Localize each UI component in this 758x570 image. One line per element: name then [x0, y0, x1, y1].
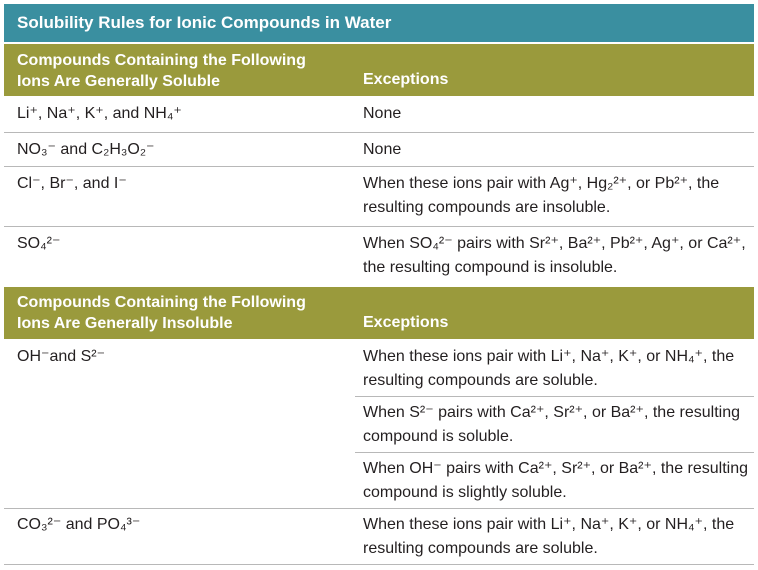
row-divider: [4, 166, 754, 167]
row-divider: [4, 132, 754, 133]
soluble-row-3-exception: When these ions pair with Ag⁺, Hg₂²⁺, or Pb²⁺, the resulting compounds are insoluble.: [363, 175, 720, 216]
insoluble-row-1-ions: OH⁻and S²⁻: [17, 348, 106, 365]
soluble-exceptions-header: Exceptions: [363, 71, 449, 88]
soluble-row-2-ions: NO₃⁻ and C₂H₃O₂⁻: [17, 141, 155, 158]
soluble-row-4-exception: When SO₄²⁻ pairs with Sr²⁺, Ba²⁺, Pb²⁺, Ag⁺, or Ca²⁺, the resulting compound is insoluble.: [363, 235, 746, 276]
insoluble-row-1-exception-3: When OH⁻ pairs with Ca²⁺, Sr²⁺, or Ba²⁺, the resulting compound is slightly soluble.: [363, 460, 749, 501]
insoluble-row-1-exception-2: When S²⁻ pairs with Ca²⁺, Sr²⁺, or Ba²⁺, the resulting compound is soluble.: [363, 404, 741, 445]
insoluble-header-line2: Ions Are Generally Insoluble: [17, 315, 233, 332]
soluble-section-header: [4, 44, 754, 96]
insoluble-row-2-ions: CO₃²⁻ and PO₄³⁻: [17, 516, 141, 533]
row-divider: [4, 226, 754, 227]
table-bottom-border: [4, 564, 754, 565]
sub-row-divider: [355, 452, 754, 453]
soluble-header-line1: Compounds Containing the Following: [17, 52, 306, 69]
insoluble-row-2-exception-1: When these ions pair with Li⁺, Na⁺, K⁺, or NH₄⁺, the resulting compounds are soluble.: [363, 516, 735, 557]
soluble-header-line2: Ions Are Generally Soluble: [17, 73, 221, 90]
insoluble-row-1-exception-1: When these ions pair with Li⁺, Na⁺, K⁺, or NH₄⁺, the resulting compounds are soluble.: [363, 348, 735, 389]
table-title: Solubility Rules for Ionic Compounds in Water: [4, 4, 754, 42]
sub-row-divider: [355, 396, 754, 397]
soluble-row-3-ions: Cl⁻, Br⁻, and I⁻: [17, 175, 127, 192]
soluble-row-2-exception: None: [363, 141, 402, 158]
insoluble-section-header: [4, 287, 754, 339]
soluble-row-1-exception: None: [363, 105, 402, 122]
row-divider: [4, 508, 754, 509]
insoluble-exceptions-header: Exceptions: [363, 314, 449, 331]
soluble-row-4-ions: SO₄²⁻: [17, 235, 61, 252]
soluble-row-1-ions: Li⁺, Na⁺, K⁺, and NH₄⁺: [17, 105, 182, 122]
insoluble-header-line1: Compounds Containing the Following: [17, 294, 306, 311]
